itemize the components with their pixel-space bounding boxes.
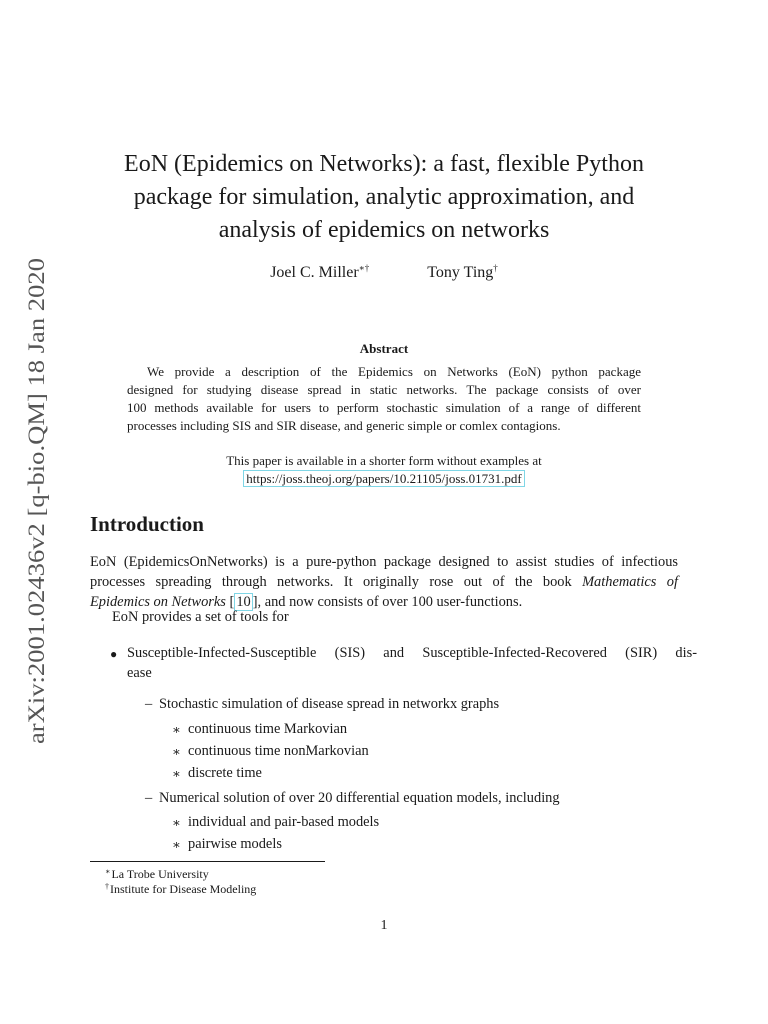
intro-line-1: EoN (EpidemicsOnNetworks) is a pure-python package designed to assist studies of infectious [90,554,678,570]
intro-line-3-text: , and now consists of over 100 user-functions. [257,594,523,610]
author-list [0,263,768,282]
author-miller [270,263,369,282]
asterisk-icon: ∗ [172,722,181,737]
sub-sub-list-item-text: pairwise models [188,836,282,852]
asterisk-icon: ∗ [172,837,181,852]
intro-line-3: Epidemics on Networks [ 10 ], and now consists of over 100 user-functions. [90,594,523,610]
footnote-mark: † [105,882,109,891]
short-form-link[interactable]: https://joss.theoj.org/papers/10.21105/joss.01731.pdf [243,470,525,487]
author-affiliation-marks: † [493,263,498,273]
footnote-mark: ∗ [105,867,111,876]
sub-list-item-text: Numerical solution of over 20 differential equation models, including [159,790,560,806]
sub-sub-list-item-text: continuous time nonMarkovian [188,743,369,759]
intro-line-2 [90,572,678,592]
bullet-icon: ● [110,647,118,661]
sub-sub-list-item-text: continuous time Markovian [188,721,348,737]
title-line-3: analysis of epidemics on networks [218,217,550,243]
author-name: Tony Ting [427,264,494,281]
abstract-line: designed for studying disease spread in static networks. The package consists of over [127,382,641,397]
sub-list-item-text: Stochastic simulation of disease spread in networkx graphs [159,696,500,712]
introduction-paragraph [90,552,678,612]
dash-icon: – [145,790,153,806]
author-name: Joel C. Miller [270,264,359,281]
abstract-line: We provide a description of the Epidemics on Networks (EoN) python package [147,364,641,379]
sub-sub-list-item-text: discrete time [188,765,262,781]
abstract-line: processes including SIS and SIR disease, and generic simple or comlex contagions. [127,418,561,433]
citation-link[interactable]: 10 [236,594,251,610]
footnote-rule [90,861,325,862]
arxiv-identifier-stamp [22,258,52,744]
title-line-1: EoN (Epidemics on Networks): a fast, flexible Python [124,151,644,177]
abstract-line: 100 methods available for users to perform stochastic simulation of a range of different [127,400,641,415]
footnote [105,879,256,897]
asterisk-icon: ∗ [172,744,181,759]
dash-icon: – [145,696,153,712]
arxiv-stamp-svg [22,258,52,744]
book-title-part-2: Epidemics on Networks [90,594,226,610]
short-form-note [0,452,768,488]
paper-title [88,148,680,247]
page-number: 1 [380,918,388,933]
short-form-text: This paper is available in a shorter form without examples at [226,453,542,468]
book-title-part-1: Mathematics of [582,574,678,590]
title-line-2: package for simulation, analytic approximation, and [133,184,635,210]
list-item-line-1: Susceptible-Infected-Susceptible (SIS) and Susceptible-Infected-Recovered (SIR) dis- [127,645,697,661]
list-item-line-2: ease [127,665,152,681]
list-item-text [127,643,697,683]
tools-intro-sentence: EoN provides a set of tools for [112,609,289,625]
introduction-heading: Introduction [90,512,204,536]
footnote-text: La Trobe University [111,867,209,881]
asterisk-icon: ∗ [172,766,181,781]
sub-sub-list-item-text: individual and pair-based models [188,814,380,830]
asterisk-icon: ∗ [172,815,181,830]
author-ting [427,263,498,282]
author-affiliation-marks: ∗† [358,263,370,273]
abstract-body [127,363,641,435]
abstract-heading: Abstract [359,341,409,356]
intro-line-2-text: processes spreading through networks. It originally rose out of the book [90,574,583,590]
footnote-text: Institute for Disease Modeling [110,882,257,896]
arxiv-stamp-text: arXiv:2001.02436v2 [q-bio.QM] 18 Jan 2020 [24,323,49,744]
